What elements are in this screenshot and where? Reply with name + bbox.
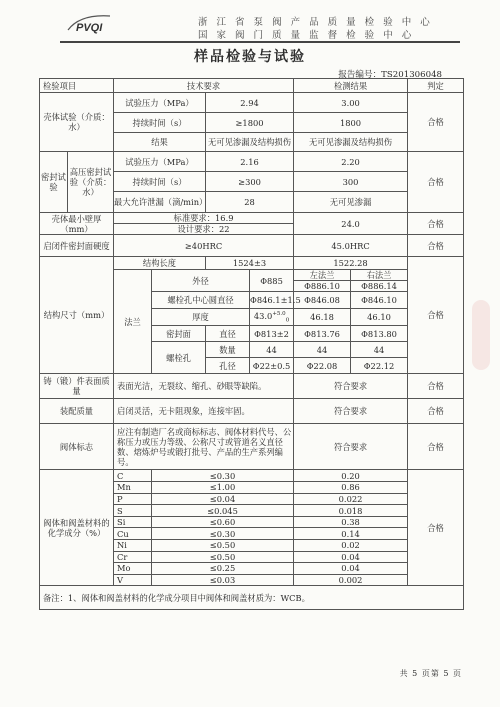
od-left: Φ886.10 bbox=[294, 281, 351, 292]
thickness-req bbox=[250, 309, 294, 326]
casting-verdict: 合格 bbox=[408, 374, 464, 399]
chem-result: 0.002 bbox=[294, 574, 408, 586]
col-result: 检测结果 bbox=[294, 79, 408, 93]
seal-leak-res: 无可见渗漏 bbox=[294, 192, 408, 213]
chem-result: 0.20 bbox=[294, 470, 408, 482]
seal-pressure-res: 2.20 bbox=[294, 152, 408, 172]
bcd-right: Φ846.10 bbox=[351, 292, 408, 309]
qty-label: 数量 bbox=[206, 342, 250, 358]
right-flange-label: 右法兰 bbox=[351, 270, 408, 281]
marking-label: 阀体标志 bbox=[40, 424, 114, 470]
report-number: 报告编号：TS201306048 bbox=[338, 70, 442, 80]
chem-element: Mo bbox=[114, 563, 152, 575]
wall-req-standard: 标准要求：16.9 bbox=[114, 213, 294, 224]
bcd-req: Φ846.1±1.5 bbox=[250, 292, 294, 309]
hardness-result: 45.0HRC bbox=[294, 235, 408, 257]
thickness-right: 46.10 bbox=[351, 309, 408, 326]
chem-req: ≤0.30 bbox=[152, 528, 294, 540]
chem-result: 0.018 bbox=[294, 505, 408, 517]
chem-element: V bbox=[114, 574, 152, 586]
pressure-label: 试验压力（MPa） bbox=[114, 93, 206, 113]
bcd-label: 螺栓孔中心圆直径 bbox=[152, 292, 250, 309]
marking-row bbox=[40, 424, 464, 470]
shell-verdict: 合格 bbox=[408, 93, 464, 152]
assembly-result: 符合要求 bbox=[294, 399, 408, 424]
seal-pressure-row bbox=[40, 152, 464, 172]
wall-verdict: 合格 bbox=[408, 213, 464, 235]
shell-pressure-row bbox=[40, 93, 464, 113]
assembly-label: 装配质量 bbox=[40, 399, 114, 424]
header-row bbox=[40, 79, 464, 93]
bcd-left: Φ846.08 bbox=[294, 292, 351, 309]
casting-req: 表面光洁，无裂纹、缩孔、砂眼等缺陷。 bbox=[114, 374, 294, 399]
header-line-2: 国 家 阀 门 质 量 监 督 检 验 中 心 bbox=[198, 30, 415, 41]
seal-verdict: 合格 bbox=[408, 152, 464, 213]
note-row bbox=[40, 586, 464, 610]
thickness-label: 厚度 bbox=[152, 309, 250, 326]
chem-result: 0.38 bbox=[294, 516, 408, 528]
chem-result: 0.022 bbox=[294, 493, 408, 505]
marking-req: 应注有制造厂名或商标标志、阀体材料代号、公称压力或压力等级、公称尺寸或管道名义直径数、熔炼炉号或锻打批号、产品的生产系列编号。 bbox=[114, 424, 294, 470]
dimension-label: 结构尺寸（mm） bbox=[40, 257, 114, 374]
qty-left: 44 bbox=[294, 342, 351, 358]
wall-result: 24.0 bbox=[294, 213, 408, 235]
marking-verdict: 合格 bbox=[408, 424, 464, 470]
hp-seal-label: 高压密封试验（介质：水） bbox=[68, 152, 114, 213]
casting-label: 铸（锻）件表面质量 bbox=[40, 374, 114, 399]
flange-label: 法兰 bbox=[114, 270, 152, 374]
casting-row bbox=[40, 374, 464, 399]
chem-element: Mn bbox=[114, 482, 152, 494]
seal-face-left: Φ813.76 bbox=[294, 326, 351, 342]
hole-left: Φ22.08 bbox=[294, 358, 351, 374]
qty-right: 44 bbox=[351, 342, 408, 358]
od-right: Φ886.14 bbox=[351, 281, 408, 292]
seal-pressure-req: 2.16 bbox=[206, 152, 294, 172]
thickness-upper-tol: +5.0 bbox=[272, 311, 286, 317]
chem-req: ≤0.60 bbox=[152, 516, 294, 528]
hardness-row bbox=[40, 235, 464, 257]
hole-right: Φ22.12 bbox=[351, 358, 408, 374]
shell-pressure-res: 3.00 bbox=[294, 93, 408, 113]
left-flange-label: 左法兰 bbox=[294, 270, 351, 281]
hole-req: Φ22±0.5 bbox=[250, 358, 294, 374]
wall-row-1 bbox=[40, 213, 464, 224]
shell-result-res: 无可见渗漏及结构损伤 bbox=[294, 133, 408, 152]
col-requirement: 技术要求 bbox=[114, 79, 294, 93]
chem-req: ≤0.50 bbox=[152, 539, 294, 551]
chem-req: ≤0.03 bbox=[152, 574, 294, 586]
chem-result: 0.14 bbox=[294, 528, 408, 540]
marking-result: 符合要求 bbox=[294, 424, 408, 470]
shell-result-req: 无可见渗漏及结构损伤 bbox=[206, 133, 294, 152]
page-title: 样品检验与试验 bbox=[194, 49, 306, 65]
chem-element: Cr bbox=[114, 551, 152, 563]
od-req: Φ885 bbox=[250, 270, 294, 292]
shell-test-label: 壳体试验（介质：水） bbox=[40, 93, 114, 152]
shell-duration-req: ≥1800 bbox=[206, 113, 294, 133]
thickness-req-value: 43.0 bbox=[253, 310, 273, 321]
thickness-left: 46.18 bbox=[294, 309, 351, 326]
chem-result: 0.02 bbox=[294, 539, 408, 551]
logo-text: PVQI bbox=[76, 22, 103, 34]
casting-result: 符合要求 bbox=[294, 374, 408, 399]
duration-label: 持续时间（s） bbox=[114, 113, 206, 133]
chem-req: ≤1.00 bbox=[152, 482, 294, 494]
chem-result: 0.04 bbox=[294, 563, 408, 575]
chem-result: 0.86 bbox=[294, 482, 408, 494]
length-label: 结构长度 bbox=[114, 257, 206, 270]
pvqi-logo bbox=[66, 12, 126, 34]
assembly-verdict: 合格 bbox=[408, 399, 464, 424]
seal-face-label: 密封面 bbox=[152, 326, 206, 342]
chem-element: Ni bbox=[114, 539, 152, 551]
red-stamp-mark bbox=[472, 300, 490, 370]
seal-face-req: Φ813±2 bbox=[250, 326, 294, 342]
chem-label: 阀体和阀盖材料的化学成分（%） bbox=[40, 470, 114, 586]
length-row bbox=[40, 257, 464, 270]
shell-duration-res: 1800 bbox=[294, 113, 408, 133]
hardness-req: ≥40HRC bbox=[114, 235, 294, 257]
bolt-hole-label: 螺栓孔 bbox=[152, 342, 206, 374]
seal-pressure-label: 试验压力（MPa） bbox=[114, 152, 206, 172]
inspection-table bbox=[39, 78, 464, 610]
seal-test-label: 密封试验 bbox=[40, 152, 68, 213]
seal-face-right: Φ813.80 bbox=[351, 326, 408, 342]
seal-duration-label: 持续时间（s） bbox=[114, 172, 206, 192]
chem-element: S bbox=[114, 505, 152, 517]
chem-req: ≤0.045 bbox=[152, 505, 294, 517]
chem-row bbox=[40, 470, 464, 482]
header-line-1: 浙 江 省 泵 阀 产 品 质 量 检 验 中 心 bbox=[198, 17, 433, 28]
od-label: 外径 bbox=[152, 270, 250, 292]
seal-duration-res: 300 bbox=[294, 172, 408, 192]
assembly-req: 启闭灵活，无卡阻现象，连接牢固。 bbox=[114, 399, 294, 424]
chem-req: ≤0.30 bbox=[152, 470, 294, 482]
note: 备注：1、阀体和阀盖材料的化学成分项目中阀体和阀盖材质为：WCB。 bbox=[40, 586, 464, 610]
result-label: 结果 bbox=[114, 133, 206, 152]
col-verdict: 判定 bbox=[408, 79, 464, 93]
shell-pressure-req: 2.94 bbox=[206, 93, 294, 113]
seal-face-dia-label: 直径 bbox=[206, 326, 250, 342]
header-rule bbox=[60, 41, 460, 43]
hardness-label: 启闭件密封面硬度 bbox=[40, 235, 114, 257]
qty-req: 44 bbox=[250, 342, 294, 358]
chem-req: ≤0.50 bbox=[152, 551, 294, 563]
chem-element: Si bbox=[114, 516, 152, 528]
chem-element: P bbox=[114, 493, 152, 505]
length-result: 1522.28 bbox=[294, 257, 408, 270]
chem-verdict: 合格 bbox=[408, 470, 464, 586]
chem-element: C bbox=[114, 470, 152, 482]
chem-req: ≤0.25 bbox=[152, 563, 294, 575]
seal-duration-req: ≥300 bbox=[206, 172, 294, 192]
thickness-lower-tol: 0 bbox=[285, 317, 290, 324]
wall-label: 壳体最小壁厚（mm） bbox=[40, 213, 114, 235]
length-req: 1524±3 bbox=[206, 257, 294, 270]
chem-element: Cu bbox=[114, 528, 152, 540]
page-footer: 共 5 页第 5 页 bbox=[399, 669, 462, 678]
chem-result: 0.04 bbox=[294, 551, 408, 563]
dimension-verdict: 合格 bbox=[408, 257, 464, 374]
col-item: 检验项目 bbox=[40, 79, 114, 93]
leak-label: 最大允许泄漏（滴/min） bbox=[114, 192, 206, 213]
chem-req: ≤0.04 bbox=[152, 493, 294, 505]
assembly-row bbox=[40, 399, 464, 424]
wall-req-design: 设计要求：22 bbox=[114, 224, 294, 235]
hole-label: 孔径 bbox=[206, 358, 250, 374]
hardness-verdict: 合格 bbox=[408, 235, 464, 257]
seal-leak-req: 28 bbox=[206, 192, 294, 213]
